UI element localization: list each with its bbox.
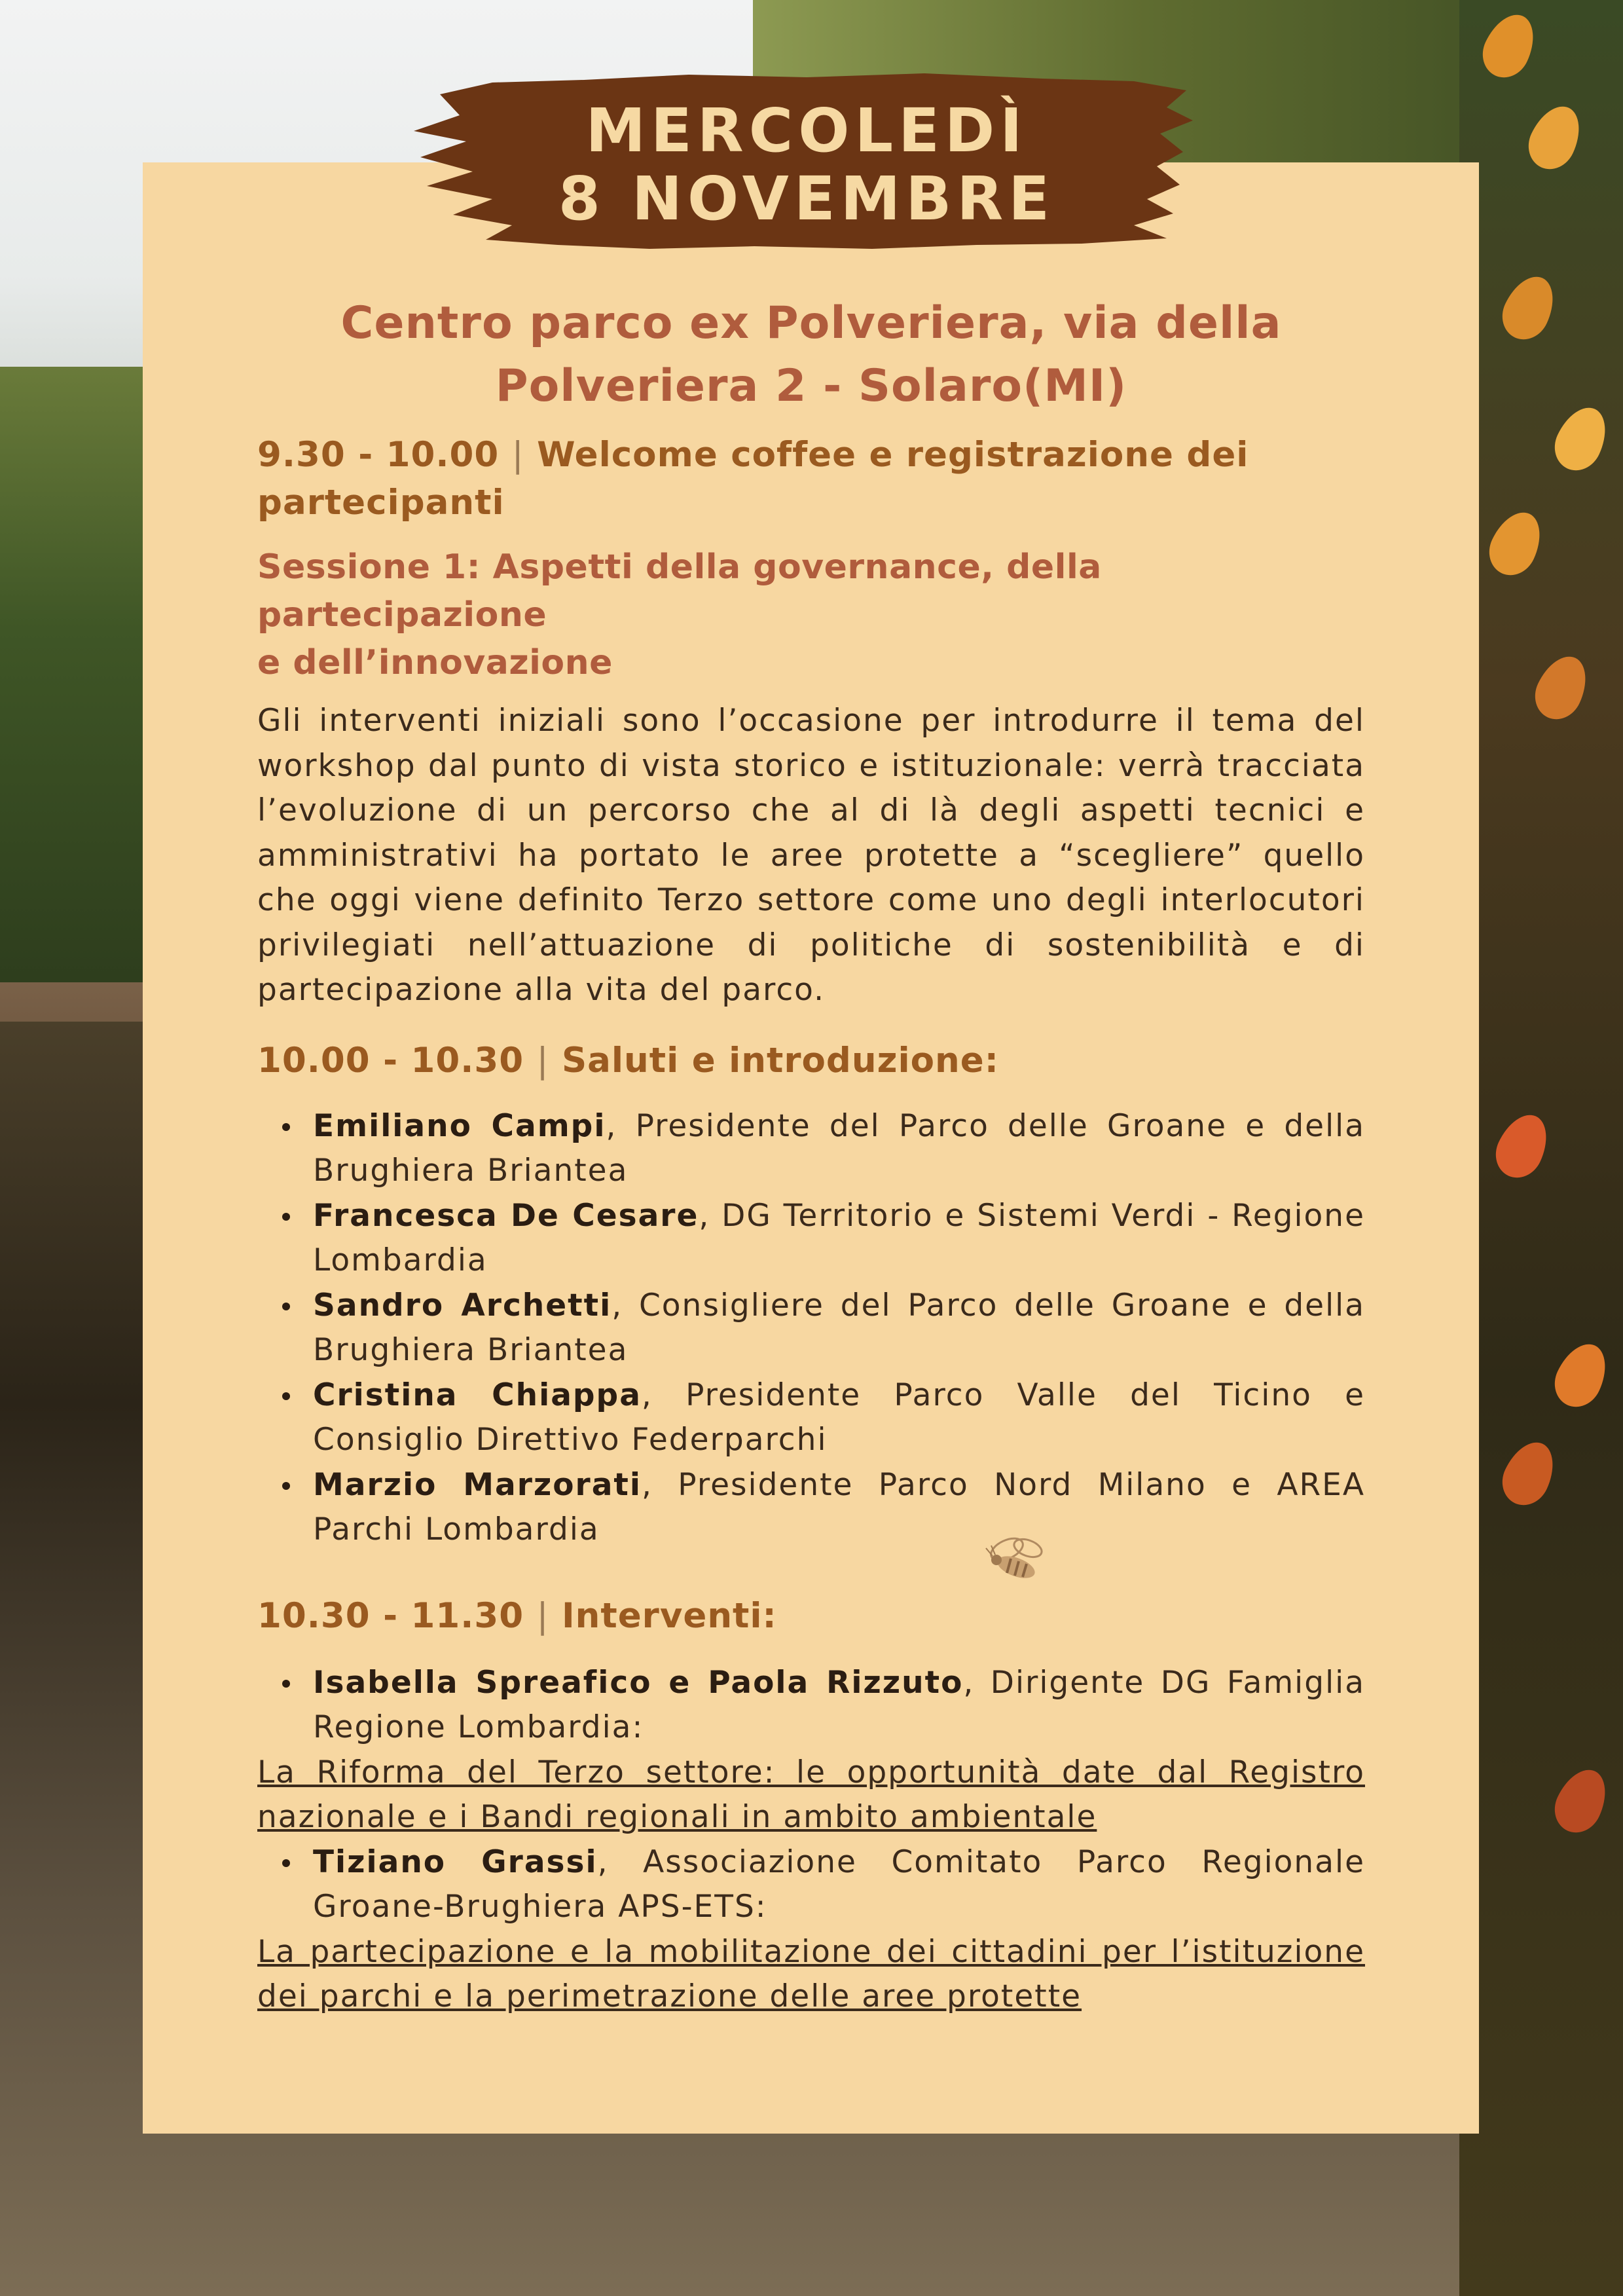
slot-title: Welcome coffee e registrazione dei: [537, 435, 1249, 475]
talk-speaker-list: [257, 1840, 1365, 1930]
speaker-name: Cristina Chiappa: [313, 1377, 642, 1413]
slot-welcome-heading: [257, 431, 1365, 527]
bee-icon: [982, 1531, 1054, 1590]
speaker-role: , Presidente del Parco delle Groane e della Brughiera Briantea: [313, 1107, 1365, 1189]
speaker-role: , Presidente Parco Nord Milano e AREA Parchi Lombardia: [313, 1466, 1365, 1547]
session-heading: [257, 544, 1365, 687]
event-day: MERCOLEDÌ: [585, 96, 1028, 166]
event-date: 8 NOVEMBRE: [558, 164, 1055, 234]
slot-separator: |: [536, 1595, 549, 1636]
speaker-name: Emiliano Campi: [313, 1107, 606, 1144]
slot-separator: |: [511, 435, 524, 475]
speaker-item: [257, 1194, 1365, 1284]
venue-line-1: Centro parco ex Polveriera, via della: [340, 297, 1282, 349]
slot-separator: |: [536, 1040, 549, 1081]
session-title-line-2: e dell’innovazione: [257, 643, 613, 682]
speaker-role: , Dirigente DG Famiglia Regione Lombardia:: [313, 1664, 1365, 1745]
speaker-name: Tiziano Grassi: [313, 1843, 598, 1880]
slot-talks-heading: [257, 1592, 1365, 1640]
venue-line-2: Polveriera 2 - Solaro(MI): [495, 360, 1127, 412]
slot-time: 10.30 - 11.30: [257, 1595, 524, 1636]
greetings-speaker-list: [257, 1104, 1365, 1553]
slot-title: Saluti e introduzione:: [561, 1040, 999, 1081]
session-intro-paragraph: Gli interventi iniziali sono l’occasione per introdurre il tema del workshop dal punto di vista storico e istituzionale: verrà tracciata l’evoluzione di un percorso che al di là degli aspetti tecnici e amministrativi ha portato le aree protette a “scegliere” quello che oggi viene definito Terzo settore come uno degli interlocutori privilegiati nell’attuazione di politiche di sostenibilità e di partecipazione alla vita del parco.: [257, 703, 1365, 1008]
speaker-role: , Consigliere del Parco delle Groane e della Brughiera Briantea: [313, 1287, 1366, 1368]
slot-greetings-heading: [257, 1037, 1365, 1084]
venue-heading: [257, 292, 1365, 418]
slot-title-continued: partecipanti: [257, 483, 505, 523]
talk-speaker-list: [257, 1661, 1365, 1750]
slot-time: 10.00 - 10.30: [257, 1040, 524, 1081]
speaker-name: Sandro Archetti: [313, 1287, 612, 1324]
speaker-item: [257, 1284, 1365, 1373]
speaker-name: Isabella Spreafico e Paola Rizzuto: [313, 1664, 964, 1701]
speaker-item: [257, 1463, 1365, 1553]
session-title-line-1: Sessione 1: Aspetti della governance, della partecipazione: [257, 547, 1102, 635]
slot-title: Interventi:: [561, 1595, 777, 1636]
speaker-name: Francesca De Cesare: [313, 1197, 699, 1234]
speaker-item: [257, 1373, 1365, 1463]
slot-time: 9.30 - 10.00: [257, 435, 500, 475]
program-content: [257, 292, 1365, 2020]
speaker-role: , DG Territorio e Sistemi Verdi - Regione Lombardia: [313, 1197, 1365, 1278]
speaker-name: Marzio Marzorati: [313, 1466, 642, 1503]
speaker-role: , Associazione Comitato Parco Regionale Groane-Brughiera APS-ETS:: [313, 1843, 1366, 1925]
speaker-item: [257, 1661, 1365, 1750]
speaker-item: [257, 1104, 1365, 1194]
talk-title: La partecipazione e la mobilitazione dei cittadini per l’istituzione dei parchi e la perimetrazione delle aree protette: [257, 1933, 1365, 2014]
speaker-role: , Presidente Parco Valle del Ticino e Consiglio Direttivo Federparchi: [313, 1377, 1365, 1458]
speaker-item: [257, 1840, 1365, 1930]
event-date-heading: [414, 97, 1199, 233]
talk-title: La Riforma del Terzo settore: le opportunità date dal Registro nazionale e i Bandi regionali in ambito ambientale: [257, 1754, 1365, 1835]
